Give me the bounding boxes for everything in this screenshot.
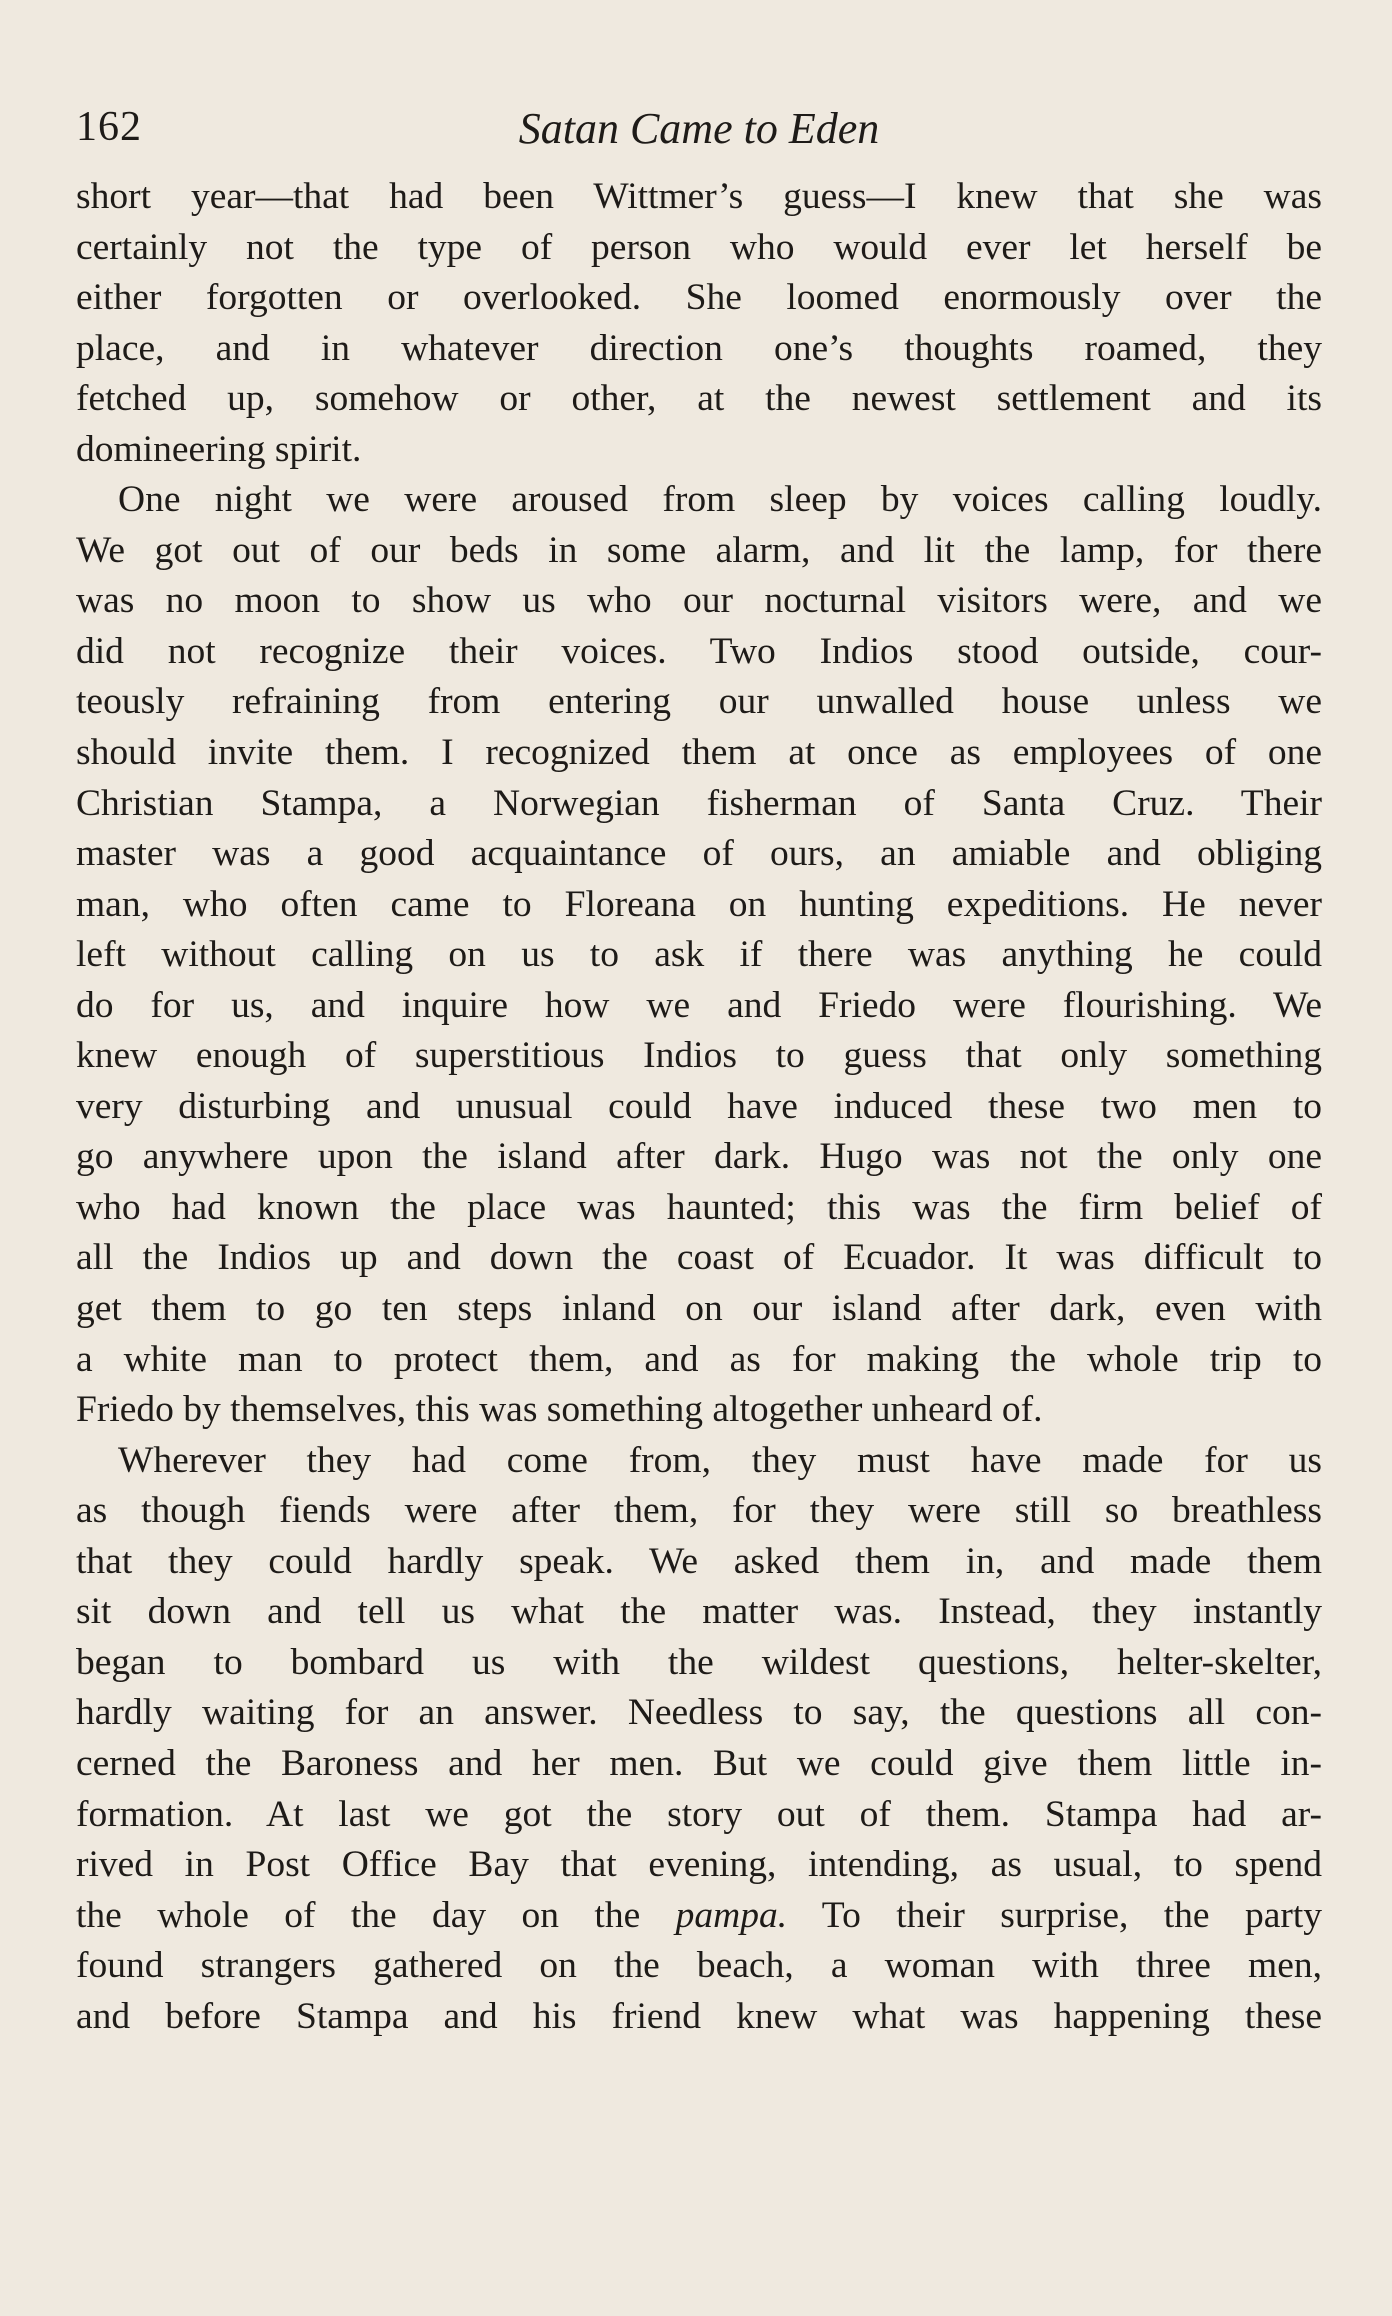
text-line: fetched up, somehow or other, at the newest settlement and its: [76, 378, 1322, 420]
text-line: man, who often came to Floreana on hunting expeditions. He never: [76, 883, 1322, 925]
text-segment: To their surprise, the party: [787, 1894, 1322, 1936]
text-line: that they could hardly speak. We asked them in, and made them: [76, 1540, 1322, 1582]
text-line: did not recognize their voices. Two Indios stood outside, cour-: [76, 630, 1322, 672]
paragraph-start-line: One night we were aroused from sleep by voices calling loudly.: [118, 479, 1322, 521]
text-line: began to bombard us with the wildest questions, helter-skelter,: [76, 1641, 1322, 1683]
text-line: as though fiends were after them, for they were still so breathless: [76, 1490, 1322, 1532]
text-line: teously refraining from entering our unwalled house unless we: [76, 681, 1322, 723]
text-line: very disturbing and unusual could have induced these two men to: [76, 1085, 1322, 1127]
text-line: who had known the place was haunted; this was the firm belief of: [76, 1186, 1322, 1228]
text-line: get them to go ten steps inland on our island after dark, even with: [76, 1288, 1322, 1330]
page-number: 162: [76, 104, 142, 150]
text-line: short year—that had been Wittmer’s guess—I knew that she was: [76, 176, 1322, 217]
text-line: should invite them. I recognized them at once as employees of one: [76, 732, 1322, 774]
text-line: all the Indios up and down the coast of Ecuador. It was difficult to: [76, 1237, 1322, 1279]
text-line: hardly waiting for an answer. Needless to say, the questions all con-: [76, 1692, 1322, 1734]
text-line: Christian Stampa, a Norwegian fisherman of Santa Cruz. Their: [76, 782, 1322, 824]
text-line: We got out of our beds in some alarm, and lit the lamp, for there: [76, 529, 1322, 571]
text-line: was no moon to show us who our nocturnal visitors were, and we: [76, 580, 1322, 622]
text-line: and before Stampa and his friend knew what was happening these: [76, 1995, 1322, 2037]
text-line: found strangers gathered on the beach, a woman with three men,: [76, 1945, 1322, 1987]
text-line: do for us, and inquire how we and Friedo were flourishing. We: [76, 984, 1322, 1026]
page-header: [76, 95, 1322, 155]
text-line: formation. At last we got the story out of them. Stampa had ar-: [76, 1793, 1322, 1835]
text-line: sit down and tell us what the matter was. Instead, they instantly: [76, 1591, 1322, 1633]
running-title: Satan Came to Eden: [518, 104, 880, 153]
text-line: certainly not the type of person who would ever let herself be: [76, 226, 1322, 268]
italic-word: pampa.: [675, 1894, 788, 1936]
text-line: Friedo by themselves, this was something altogether unheard of.: [76, 1389, 1043, 1431]
text-line: place, and in whatever direction one’s thoughts roamed, they: [76, 327, 1322, 369]
text-line: left without calling on us to ask if there was anything he could: [76, 934, 1322, 976]
body-text: [76, 172, 1322, 2042]
text-line: a white man to protect them, and as for making the whole trip to: [76, 1338, 1322, 1380]
text-line: cerned the Baroness and her men. But we could give them little in-: [76, 1742, 1322, 1784]
text-line: knew enough of superstitious Indios to guess that only something: [76, 1035, 1322, 1077]
paragraph-start-line: Wherever they had come from, they must have made for us: [118, 1439, 1322, 1481]
text-line-with-italic: [76, 1891, 1322, 1942]
text-line: master was a good acquaintance of ours, an amiable and obliging: [76, 833, 1322, 875]
text-line: either forgotten or overlooked. She loomed enormously over the: [76, 277, 1322, 319]
text-line: rived in Post Office Bay that evening, intending, as usual, to spend: [76, 1844, 1322, 1886]
text-line: domineering spirit.: [76, 428, 362, 470]
text-line: go anywhere upon the island after dark. Hugo was not the only one: [76, 1136, 1322, 1178]
text-segment: the whole of the day on the: [76, 1894, 676, 1936]
